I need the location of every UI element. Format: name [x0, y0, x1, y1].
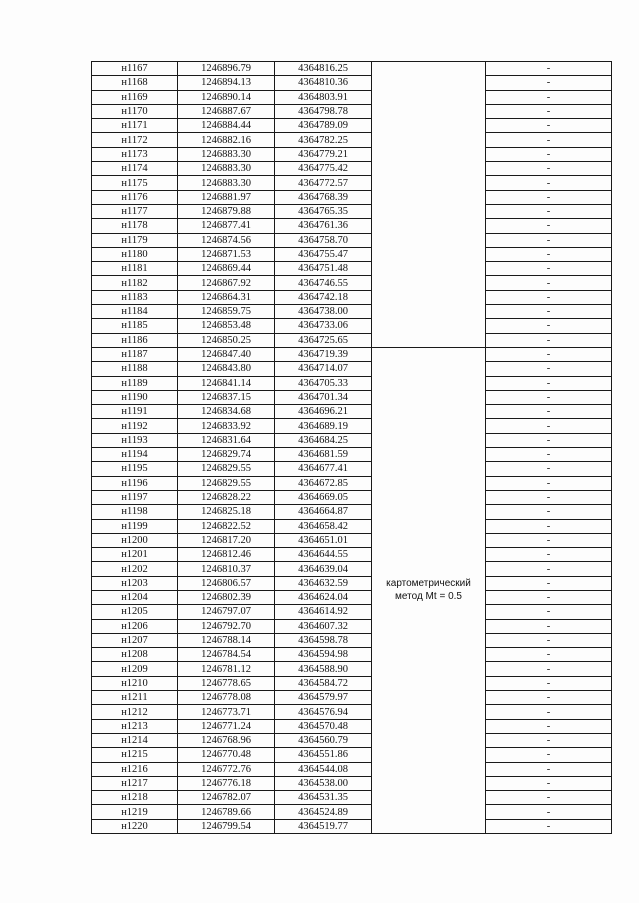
x-coordinate-cell: 1246829.55	[178, 462, 275, 476]
x-coordinate-cell: 1246869.44	[178, 262, 275, 276]
x-coordinate-cell: 1246782.07	[178, 791, 275, 805]
table-row	[92, 733, 612, 747]
x-coordinate-cell: 1246781.12	[178, 662, 275, 676]
table-row	[92, 748, 612, 762]
y-coordinate-cell: 4364658.42	[275, 519, 372, 533]
y-coordinate-cell: 4364719.39	[275, 347, 372, 361]
y-coordinate-cell: 4364782.25	[275, 133, 372, 147]
y-coordinate-cell: 4364689.19	[275, 419, 372, 433]
table-row	[92, 104, 612, 118]
table-row	[92, 619, 612, 633]
note-cell: -	[486, 333, 612, 347]
x-coordinate-cell: 1246850.25	[178, 333, 275, 347]
y-coordinate-cell: 4364751.48	[275, 262, 372, 276]
y-coordinate-cell: 4364584.72	[275, 676, 372, 690]
y-coordinate-cell: 4364664.87	[275, 505, 372, 519]
table-row	[92, 605, 612, 619]
note-cell: -	[486, 419, 612, 433]
point-id-cell: н1180	[92, 247, 178, 261]
x-coordinate-cell: 1246828.22	[178, 490, 275, 504]
x-coordinate-cell: 1246841.14	[178, 376, 275, 390]
note-cell: -	[486, 448, 612, 462]
y-coordinate-cell: 4364607.32	[275, 619, 372, 633]
table-row	[92, 462, 612, 476]
y-coordinate-cell: 4364746.55	[275, 276, 372, 290]
y-coordinate-cell: 4364779.21	[275, 147, 372, 161]
note-cell: -	[486, 605, 612, 619]
x-coordinate-cell: 1246884.44	[178, 119, 275, 133]
x-coordinate-cell: 1246806.57	[178, 576, 275, 590]
table-row	[92, 676, 612, 690]
table-row	[92, 805, 612, 819]
note-cell: -	[486, 619, 612, 633]
table-row	[92, 719, 612, 733]
x-coordinate-cell: 1246883.30	[178, 147, 275, 161]
x-coordinate-cell: 1246810.37	[178, 562, 275, 576]
note-cell: -	[486, 733, 612, 747]
table-row	[92, 533, 612, 547]
table-row	[92, 233, 612, 247]
note-cell: -	[486, 776, 612, 790]
point-id-cell: н1200	[92, 533, 178, 547]
note-cell: -	[486, 648, 612, 662]
table-row	[92, 791, 612, 805]
y-coordinate-cell: 4364765.35	[275, 204, 372, 218]
point-id-cell: н1175	[92, 176, 178, 190]
x-coordinate-cell: 1246864.31	[178, 290, 275, 304]
point-id-cell: н1197	[92, 490, 178, 504]
note-cell: -	[486, 90, 612, 104]
method-text-line-1: картометрический	[386, 578, 471, 590]
y-coordinate-cell: 4364761.36	[275, 219, 372, 233]
table-row	[92, 305, 612, 319]
note-cell: -	[486, 247, 612, 261]
table-row	[92, 505, 612, 519]
point-id-cell: н1191	[92, 405, 178, 419]
point-id-cell: н1181	[92, 262, 178, 276]
point-id-cell: н1194	[92, 448, 178, 462]
method-cell-bottom	[372, 347, 486, 833]
point-id-cell: н1215	[92, 748, 178, 762]
point-id-cell: н1182	[92, 276, 178, 290]
point-id-cell: н1184	[92, 305, 178, 319]
y-coordinate-cell: 4364579.97	[275, 691, 372, 705]
point-id-cell: н1187	[92, 347, 178, 361]
x-coordinate-cell: 1246896.79	[178, 62, 275, 76]
x-coordinate-cell: 1246784.54	[178, 648, 275, 662]
point-id-cell: н1211	[92, 691, 178, 705]
y-coordinate-cell: 4364672.85	[275, 476, 372, 490]
note-cell: -	[486, 719, 612, 733]
point-id-cell: н1199	[92, 519, 178, 533]
point-id-cell: н1203	[92, 576, 178, 590]
point-id-cell: н1198	[92, 505, 178, 519]
table-row	[92, 562, 612, 576]
x-coordinate-cell: 1246834.68	[178, 405, 275, 419]
note-cell: -	[486, 390, 612, 404]
x-coordinate-cell: 1246825.18	[178, 505, 275, 519]
x-coordinate-cell: 1246879.88	[178, 204, 275, 218]
note-cell: -	[486, 476, 612, 490]
point-id-cell: н1192	[92, 419, 178, 433]
x-coordinate-cell: 1246847.40	[178, 347, 275, 361]
y-coordinate-cell: 4364570.48	[275, 719, 372, 733]
note-cell: -	[486, 519, 612, 533]
note-cell: -	[486, 405, 612, 419]
y-coordinate-cell: 4364677.41	[275, 462, 372, 476]
y-coordinate-cell: 4364588.90	[275, 662, 372, 676]
note-cell: -	[486, 819, 612, 833]
point-id-cell: н1185	[92, 319, 178, 333]
table-row	[92, 276, 612, 290]
note-cell: -	[486, 590, 612, 604]
y-coordinate-cell: 4364705.33	[275, 376, 372, 390]
note-cell: -	[486, 319, 612, 333]
y-coordinate-cell: 4364651.01	[275, 533, 372, 547]
point-id-cell: н1179	[92, 233, 178, 247]
point-id-cell: н1201	[92, 548, 178, 562]
y-coordinate-cell: 4364810.36	[275, 76, 372, 90]
note-cell: -	[486, 76, 612, 90]
point-id-cell: н1172	[92, 133, 178, 147]
x-coordinate-cell: 1246829.55	[178, 476, 275, 490]
note-cell: -	[486, 276, 612, 290]
x-coordinate-cell: 1246829.74	[178, 448, 275, 462]
y-coordinate-cell: 4364594.98	[275, 648, 372, 662]
point-id-cell: н1213	[92, 719, 178, 733]
x-coordinate-cell: 1246877.41	[178, 219, 275, 233]
x-coordinate-cell: 1246867.92	[178, 276, 275, 290]
note-cell: -	[486, 204, 612, 218]
note-cell: -	[486, 62, 612, 76]
note-cell: -	[486, 533, 612, 547]
note-cell: -	[486, 219, 612, 233]
point-id-cell: н1190	[92, 390, 178, 404]
x-coordinate-cell: 1246792.70	[178, 619, 275, 633]
coordinates-table	[91, 61, 612, 834]
note-cell: -	[486, 433, 612, 447]
y-coordinate-cell: 4364524.89	[275, 805, 372, 819]
point-id-cell: н1195	[92, 462, 178, 476]
point-id-cell: н1218	[92, 791, 178, 805]
table-row	[92, 333, 612, 347]
note-cell: -	[486, 104, 612, 118]
x-coordinate-cell: 1246859.75	[178, 305, 275, 319]
y-coordinate-cell: 4364768.39	[275, 190, 372, 204]
point-id-cell: н1189	[92, 376, 178, 390]
table-row	[92, 162, 612, 176]
table-row	[92, 548, 612, 562]
y-coordinate-cell: 4364733.06	[275, 319, 372, 333]
note-cell: -	[486, 705, 612, 719]
table-row	[92, 433, 612, 447]
table-row	[92, 62, 612, 76]
x-coordinate-cell: 1246789.66	[178, 805, 275, 819]
note-cell: -	[486, 119, 612, 133]
point-id-cell: н1196	[92, 476, 178, 490]
note-cell: -	[486, 676, 612, 690]
table-row	[92, 633, 612, 647]
point-id-cell: н1167	[92, 62, 178, 76]
y-coordinate-cell: 4364538.00	[275, 776, 372, 790]
note-cell: -	[486, 233, 612, 247]
point-id-cell: н1171	[92, 119, 178, 133]
table-row	[92, 705, 612, 719]
point-id-cell: н1188	[92, 362, 178, 376]
x-coordinate-cell: 1246778.65	[178, 676, 275, 690]
x-coordinate-cell: 1246883.30	[178, 162, 275, 176]
point-id-cell: н1210	[92, 676, 178, 690]
x-coordinate-cell: 1246773.71	[178, 705, 275, 719]
y-coordinate-cell: 4364684.25	[275, 433, 372, 447]
table-row	[92, 576, 612, 590]
point-id-cell: н1176	[92, 190, 178, 204]
table-row	[92, 448, 612, 462]
x-coordinate-cell: 1246831.64	[178, 433, 275, 447]
x-coordinate-cell: 1246772.76	[178, 762, 275, 776]
x-coordinate-cell: 1246881.97	[178, 190, 275, 204]
table-row	[92, 662, 612, 676]
note-cell: -	[486, 490, 612, 504]
note-cell: -	[486, 691, 612, 705]
point-id-cell: н1170	[92, 104, 178, 118]
x-coordinate-cell: 1246894.13	[178, 76, 275, 90]
point-id-cell: н1169	[92, 90, 178, 104]
table-row	[92, 648, 612, 662]
x-coordinate-cell: 1246802.39	[178, 590, 275, 604]
note-cell: -	[486, 548, 612, 562]
y-coordinate-cell: 4364644.55	[275, 548, 372, 562]
point-id-cell: н1183	[92, 290, 178, 304]
x-coordinate-cell: 1246833.92	[178, 419, 275, 433]
note-cell: -	[486, 748, 612, 762]
note-cell: -	[486, 176, 612, 190]
note-cell: -	[486, 290, 612, 304]
y-coordinate-cell: 4364669.05	[275, 490, 372, 504]
table-row	[92, 76, 612, 90]
x-coordinate-cell: 1246770.48	[178, 748, 275, 762]
x-coordinate-cell: 1246874.56	[178, 233, 275, 247]
point-id-cell: н1206	[92, 619, 178, 633]
table-row	[92, 490, 612, 504]
note-cell: -	[486, 347, 612, 361]
note-cell: -	[486, 262, 612, 276]
note-cell: -	[486, 576, 612, 590]
point-id-cell: н1173	[92, 147, 178, 161]
table-row	[92, 362, 612, 376]
table-row	[92, 347, 612, 361]
table-row	[92, 290, 612, 304]
x-coordinate-cell: 1246871.53	[178, 247, 275, 261]
note-cell: -	[486, 505, 612, 519]
point-id-cell: н1214	[92, 733, 178, 747]
y-coordinate-cell: 4364598.78	[275, 633, 372, 647]
coordinates-table-body	[92, 62, 612, 834]
x-coordinate-cell: 1246890.14	[178, 90, 275, 104]
y-coordinate-cell: 4364624.04	[275, 590, 372, 604]
table-row	[92, 819, 612, 833]
table-row	[92, 262, 612, 276]
point-id-cell: н1208	[92, 648, 178, 662]
point-id-cell: н1204	[92, 590, 178, 604]
table-row	[92, 204, 612, 218]
point-id-cell: н1193	[92, 433, 178, 447]
table-row	[92, 405, 612, 419]
point-id-cell: н1202	[92, 562, 178, 576]
y-coordinate-cell: 4364551.86	[275, 748, 372, 762]
x-coordinate-cell: 1246768.96	[178, 733, 275, 747]
y-coordinate-cell: 4364632.59	[275, 576, 372, 590]
y-coordinate-cell: 4364772.57	[275, 176, 372, 190]
x-coordinate-cell: 1246882.16	[178, 133, 275, 147]
y-coordinate-cell: 4364798.78	[275, 104, 372, 118]
x-coordinate-cell: 1246837.15	[178, 390, 275, 404]
y-coordinate-cell: 4364681.59	[275, 448, 372, 462]
x-coordinate-cell: 1246812.46	[178, 548, 275, 562]
y-coordinate-cell: 4364696.21	[275, 405, 372, 419]
x-coordinate-cell: 1246822.52	[178, 519, 275, 533]
y-coordinate-cell: 4364639.04	[275, 562, 372, 576]
y-coordinate-cell: 4364576.94	[275, 705, 372, 719]
y-coordinate-cell: 4364544.08	[275, 762, 372, 776]
method-cell-top	[372, 62, 486, 348]
table-row	[92, 376, 612, 390]
table-row	[92, 219, 612, 233]
x-coordinate-cell: 1246788.14	[178, 633, 275, 647]
x-coordinate-cell: 1246776.18	[178, 776, 275, 790]
method-text-line-2: метод Mt = 0.5	[395, 591, 462, 603]
y-coordinate-cell: 4364701.34	[275, 390, 372, 404]
point-id-cell: н1178	[92, 219, 178, 233]
note-cell: -	[486, 376, 612, 390]
note-cell: -	[486, 805, 612, 819]
x-coordinate-cell: 1246799.54	[178, 819, 275, 833]
point-id-cell: н1219	[92, 805, 178, 819]
table-row	[92, 762, 612, 776]
point-id-cell: н1205	[92, 605, 178, 619]
table-row	[92, 476, 612, 490]
y-coordinate-cell: 4364738.00	[275, 305, 372, 319]
note-cell: -	[486, 562, 612, 576]
point-id-cell: н1212	[92, 705, 178, 719]
table-row	[92, 147, 612, 161]
point-id-cell: н1168	[92, 76, 178, 90]
point-id-cell: н1209	[92, 662, 178, 676]
y-coordinate-cell: 4364775.42	[275, 162, 372, 176]
table-row	[92, 119, 612, 133]
table-row	[92, 190, 612, 204]
x-coordinate-cell: 1246771.24	[178, 719, 275, 733]
x-coordinate-cell: 1246853.48	[178, 319, 275, 333]
x-coordinate-cell: 1246883.30	[178, 176, 275, 190]
y-coordinate-cell: 4364725.65	[275, 333, 372, 347]
y-coordinate-cell: 4364560.79	[275, 733, 372, 747]
table-row	[92, 519, 612, 533]
table-row	[92, 247, 612, 261]
table-row	[92, 319, 612, 333]
x-coordinate-cell: 1246887.67	[178, 104, 275, 118]
point-id-cell: н1186	[92, 333, 178, 347]
y-coordinate-cell: 4364816.25	[275, 62, 372, 76]
y-coordinate-cell: 4364803.91	[275, 90, 372, 104]
table-row	[92, 691, 612, 705]
note-cell: -	[486, 791, 612, 805]
y-coordinate-cell: 4364519.77	[275, 819, 372, 833]
note-cell: -	[486, 190, 612, 204]
table-row	[92, 390, 612, 404]
table-row	[92, 419, 612, 433]
note-cell: -	[486, 662, 612, 676]
y-coordinate-cell: 4364531.35	[275, 791, 372, 805]
point-id-cell: н1220	[92, 819, 178, 833]
note-cell: -	[486, 633, 612, 647]
x-coordinate-cell: 1246817.20	[178, 533, 275, 547]
y-coordinate-cell: 4364789.09	[275, 119, 372, 133]
point-id-cell: н1174	[92, 162, 178, 176]
point-id-cell: н1207	[92, 633, 178, 647]
y-coordinate-cell: 4364755.47	[275, 247, 372, 261]
note-cell: -	[486, 305, 612, 319]
note-cell: -	[486, 147, 612, 161]
table-row	[92, 90, 612, 104]
y-coordinate-cell: 4364614.92	[275, 605, 372, 619]
table-row	[92, 133, 612, 147]
x-coordinate-cell: 1246778.08	[178, 691, 275, 705]
y-coordinate-cell: 4364714.07	[275, 362, 372, 376]
y-coordinate-cell: 4364758.70	[275, 233, 372, 247]
note-cell: -	[486, 762, 612, 776]
table-row	[92, 590, 612, 604]
note-cell: -	[486, 362, 612, 376]
point-id-cell: н1217	[92, 776, 178, 790]
table-row	[92, 176, 612, 190]
point-id-cell: н1216	[92, 762, 178, 776]
point-id-cell: н1177	[92, 204, 178, 218]
x-coordinate-cell: 1246843.80	[178, 362, 275, 376]
x-coordinate-cell: 1246797.07	[178, 605, 275, 619]
note-cell: -	[486, 133, 612, 147]
table-row	[92, 776, 612, 790]
y-coordinate-cell: 4364742.18	[275, 290, 372, 304]
note-cell: -	[486, 162, 612, 176]
note-cell: -	[486, 462, 612, 476]
